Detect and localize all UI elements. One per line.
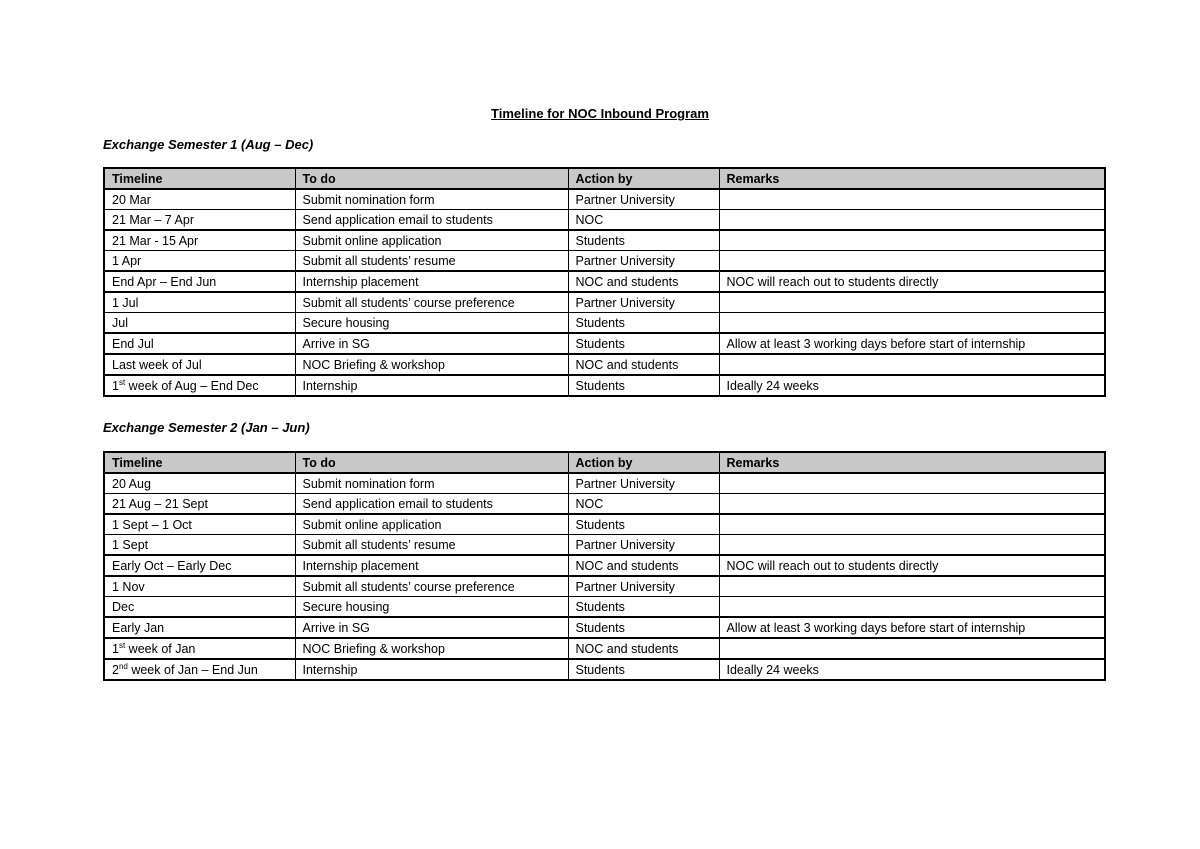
table-row: [104, 638, 1105, 659]
cell-timeline: 20 Aug: [104, 473, 295, 494]
table-row: [104, 576, 1105, 597]
cell-remarks: [719, 313, 1105, 334]
cell-timeline: 21 Mar – 7 Apr: [104, 210, 295, 231]
cell-action-by: NOC: [568, 210, 719, 231]
timeline-rest: week of Aug – End Dec: [125, 378, 259, 393]
cell-action-by: Students: [568, 617, 719, 638]
header-action-by: Action by: [568, 452, 719, 473]
table-row: [104, 659, 1105, 680]
timeline-table-semester-2: [103, 451, 1106, 681]
table-row: [104, 535, 1105, 556]
section-heading-semester-2: Exchange Semester 2 (Jan – Jun): [103, 420, 310, 435]
cell-remarks: [719, 210, 1105, 231]
cell-remarks: [719, 638, 1105, 659]
cell-todo: Submit all students’ resume: [295, 251, 568, 272]
cell-remarks: [719, 576, 1105, 597]
header-todo: To do: [295, 168, 568, 189]
table-row: [104, 292, 1105, 313]
cell-action-by: NOC and students: [568, 271, 719, 292]
cell-todo: Internship: [295, 659, 568, 680]
header-timeline: Timeline: [104, 168, 295, 189]
cell-action-by: Students: [568, 375, 719, 396]
cell-timeline: [104, 375, 295, 396]
cell-action-by: Students: [568, 514, 719, 535]
section-heading-semester-1: Exchange Semester 1 (Aug – Dec): [103, 137, 314, 152]
cell-remarks: Ideally 24 weeks: [719, 375, 1105, 396]
header-remarks: Remarks: [719, 452, 1105, 473]
cell-timeline: 1 Apr: [104, 251, 295, 272]
cell-action-by: Students: [568, 597, 719, 618]
cell-todo: Submit all students’ course preference: [295, 576, 568, 597]
cell-action-by: Students: [568, 313, 719, 334]
table-header-row: [104, 452, 1105, 473]
cell-timeline: End Jul: [104, 333, 295, 354]
cell-action-by: Partner University: [568, 189, 719, 210]
cell-todo: Internship: [295, 375, 568, 396]
table-header-row: [104, 168, 1105, 189]
cell-remarks: [719, 597, 1105, 618]
cell-timeline: [104, 638, 295, 659]
page-title: Timeline for NOC Inbound Program: [491, 106, 709, 121]
cell-timeline: 20 Mar: [104, 189, 295, 210]
cell-action-by: Partner University: [568, 576, 719, 597]
cell-action-by: Partner University: [568, 292, 719, 313]
table-row: [104, 271, 1105, 292]
table-row: [104, 494, 1105, 515]
cell-timeline: 1 Sept: [104, 535, 295, 556]
cell-action-by: NOC and students: [568, 354, 719, 375]
table-row: [104, 597, 1105, 618]
cell-remarks: Ideally 24 weeks: [719, 659, 1105, 680]
cell-todo: Send application email to students: [295, 210, 568, 231]
timeline-ordinal: 1: [112, 641, 119, 656]
cell-remarks: [719, 189, 1105, 210]
table-row: [104, 230, 1105, 251]
cell-action-by: Students: [568, 659, 719, 680]
cell-todo: Submit online application: [295, 230, 568, 251]
cell-todo: NOC Briefing & workshop: [295, 638, 568, 659]
cell-remarks: [719, 354, 1105, 375]
cell-timeline: 1 Nov: [104, 576, 295, 597]
timeline-table-semester-1: [103, 167, 1106, 397]
cell-todo: Secure housing: [295, 313, 568, 334]
table-row: [104, 210, 1105, 231]
cell-timeline: Dec: [104, 597, 295, 618]
cell-timeline: Last week of Jul: [104, 354, 295, 375]
cell-todo: Submit all students’ course preference: [295, 292, 568, 313]
cell-remarks: Allow at least 3 working days before start of internship: [719, 617, 1105, 638]
table-row: [104, 473, 1105, 494]
cell-todo: NOC Briefing & workshop: [295, 354, 568, 375]
cell-remarks: [719, 514, 1105, 535]
cell-remarks: [719, 230, 1105, 251]
cell-remarks: Allow at least 3 working days before start of internship: [719, 333, 1105, 354]
cell-action-by: Students: [568, 230, 719, 251]
table-row: [104, 333, 1105, 354]
cell-timeline: 21 Aug – 21 Sept: [104, 494, 295, 515]
header-action-by: Action by: [568, 168, 719, 189]
timeline-rest: week of Jan – End Jun: [127, 662, 258, 677]
cell-timeline: Early Jan: [104, 617, 295, 638]
cell-timeline: 1 Sept – 1 Oct: [104, 514, 295, 535]
cell-todo: Submit nomination form: [295, 473, 568, 494]
header-todo: To do: [295, 452, 568, 473]
cell-timeline: 21 Mar - 15 Apr: [104, 230, 295, 251]
table-row: [104, 189, 1105, 210]
cell-action-by: Partner University: [568, 535, 719, 556]
table-row: [104, 514, 1105, 535]
cell-action-by: Partner University: [568, 473, 719, 494]
cell-remarks: [719, 292, 1105, 313]
timeline-rest: week of Jan: [125, 641, 196, 656]
cell-todo: Arrive in SG: [295, 617, 568, 638]
cell-timeline: Jul: [104, 313, 295, 334]
cell-remarks: NOC will reach out to students directly: [719, 271, 1105, 292]
cell-timeline: Early Oct – Early Dec: [104, 555, 295, 576]
cell-todo: Send application email to students: [295, 494, 568, 515]
cell-remarks: [719, 473, 1105, 494]
timeline-ordinal: 2: [112, 662, 119, 677]
timeline-ordinal: 1: [112, 378, 119, 393]
cell-todo: Submit all students’ resume: [295, 535, 568, 556]
cell-remarks: [719, 535, 1105, 556]
header-timeline: Timeline: [104, 452, 295, 473]
table-row: [104, 251, 1105, 272]
cell-action-by: NOC and students: [568, 555, 719, 576]
cell-action-by: NOC and students: [568, 638, 719, 659]
cell-action-by: Partner University: [568, 251, 719, 272]
cell-todo: Arrive in SG: [295, 333, 568, 354]
cell-todo: Submit online application: [295, 514, 568, 535]
table-row: [104, 617, 1105, 638]
cell-action-by: NOC: [568, 494, 719, 515]
cell-todo: Internship placement: [295, 271, 568, 292]
timeline-ordinal-suffix: st: [118, 377, 126, 387]
cell-todo: Internship placement: [295, 555, 568, 576]
timeline-ordinal-suffix: st: [118, 640, 126, 650]
table-row: [104, 354, 1105, 375]
cell-todo: Submit nomination form: [295, 189, 568, 210]
table-row: [104, 555, 1105, 576]
cell-remarks: NOC will reach out to students directly: [719, 555, 1105, 576]
cell-action-by: Students: [568, 333, 719, 354]
table-row: [104, 375, 1105, 396]
cell-remarks: [719, 251, 1105, 272]
cell-timeline: End Apr – End Jun: [104, 271, 295, 292]
header-remarks: Remarks: [719, 168, 1105, 189]
cell-remarks: [719, 494, 1105, 515]
cell-todo: Secure housing: [295, 597, 568, 618]
cell-timeline: 1 Jul: [104, 292, 295, 313]
cell-timeline: [104, 659, 295, 680]
timeline-ordinal-suffix: nd: [118, 661, 128, 671]
table-row: [104, 313, 1105, 334]
